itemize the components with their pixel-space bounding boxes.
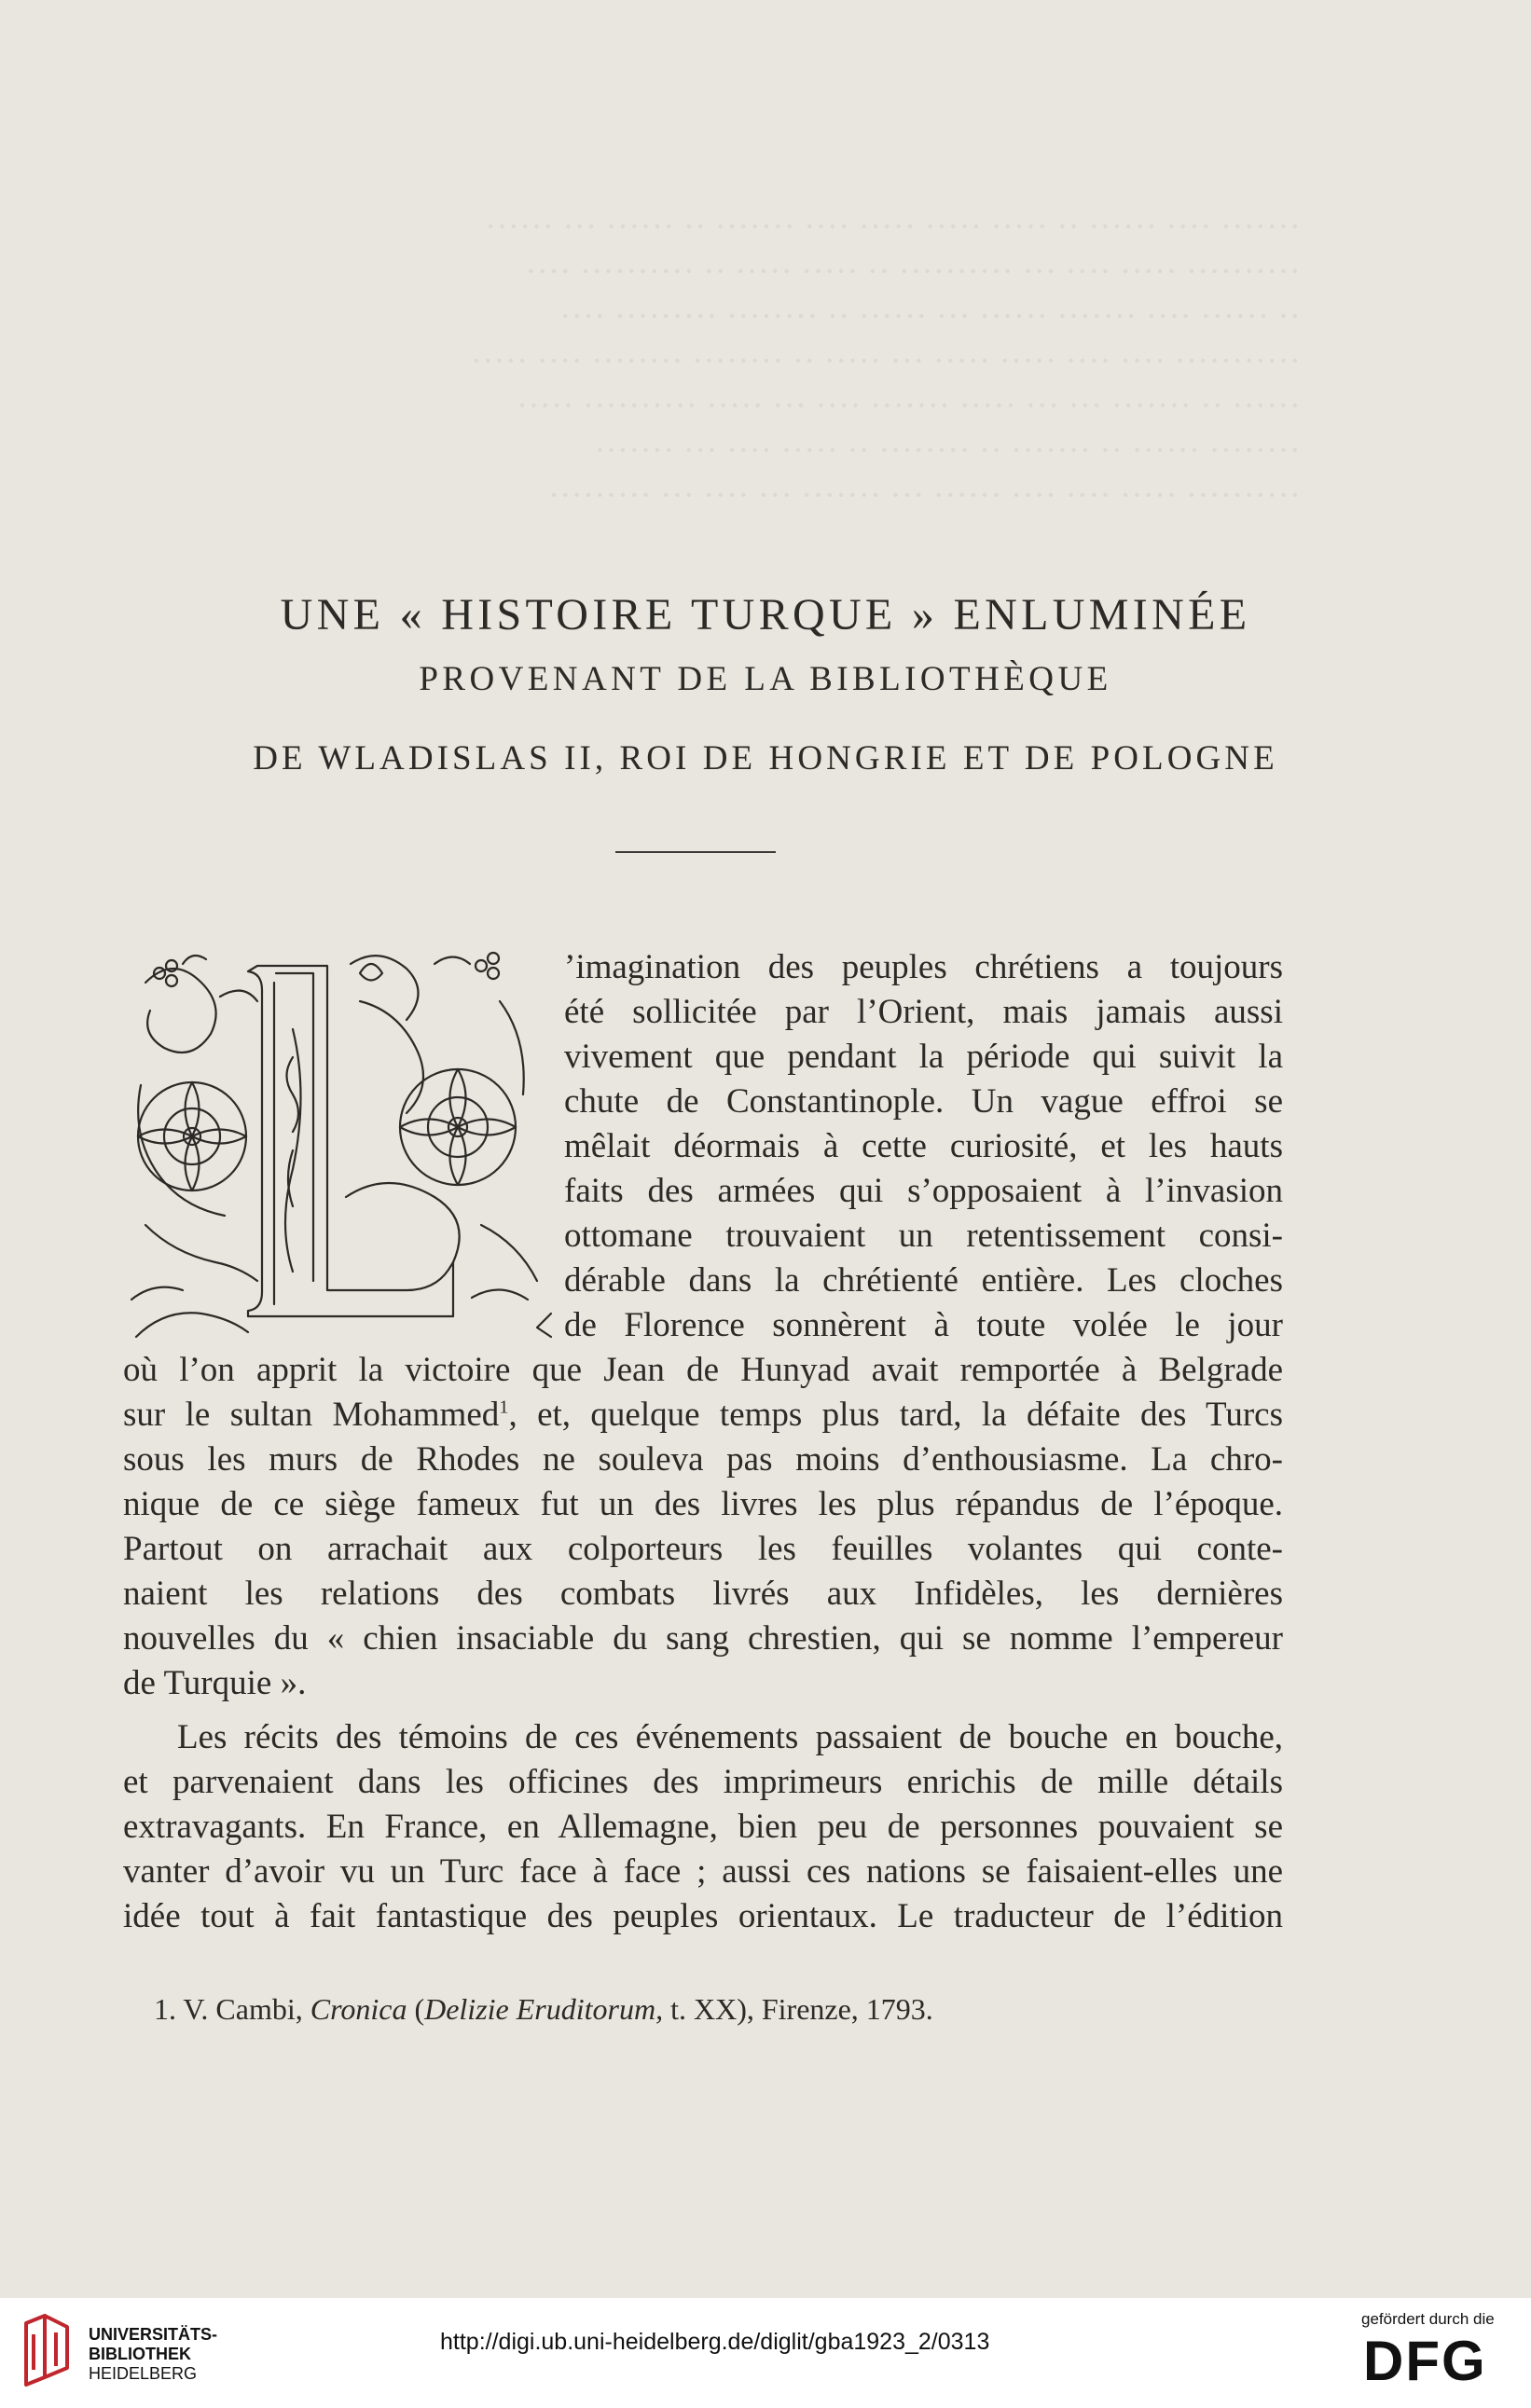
permalink-url[interactable]: http://digi.ub.uni-heidelberg.de/diglit/gba1923_2/0313: [440, 2329, 990, 2355]
dfg-logo[interactable]: DFG: [1363, 2330, 1487, 2392]
text-line: ottomane trouvaient un retentissement consi-: [564, 1217, 1283, 1255]
text-line: dérable dans la chrétienté entière. Les cloches: [564, 1261, 1283, 1300]
text-line: Partout on arrachait aux colporteurs les feuilles volantes qui conte-: [123, 1530, 1283, 1568]
text-line: idée tout à fait fantastique des peuples orientaux. Le traducteur de l’édition: [123, 1897, 1283, 1935]
footnote: 1. V. Cambi, Cronica (Delizie Eruditorum, t. XX), Firenze, 1793.: [154, 1992, 933, 2026]
text-line: vanter d’avoir vu un Turc face à face ; aussi ces nations se faisaient-elles une: [123, 1852, 1283, 1891]
footnote-tail: t. XX), Firenze, 1793.: [670, 1992, 933, 2026]
text-line: vivement que pendant la période qui suivit la: [564, 1038, 1283, 1076]
footnote-number: 1.: [154, 1992, 176, 2026]
text-line: mêlait déormais à cette curiosité, et les hauts: [564, 1127, 1283, 1165]
text-line: nouvelles du « chien insaciable du sang chrestien, qui se nomme l’empereur: [123, 1619, 1283, 1658]
university-library-logo-icon[interactable]: [19, 2312, 84, 2388]
text-line: où l’on apprit la victoire que Jean de Hunyad avait remportée à Belgrade: [123, 1351, 1283, 1389]
decorative-initial-l-ornament: [127, 945, 556, 1348]
library-name[interactable]: [89, 2325, 217, 2384]
article-subtitle-1: PROVENANT DE LA BIBLIOTHÈQUE: [419, 660, 1112, 698]
text-line: nique de ce siège fameux fut un des livres les plus répandus de l’époque.: [123, 1485, 1283, 1523]
footnote-work: Cronica: [310, 1992, 407, 2026]
text-line-with-footnote: [123, 1393, 1283, 1438]
library-name-line: BIBLIOTHEK: [89, 2345, 191, 2363]
text-line: sous les murs de Rhodes ne souleva pas moins d’enthousiasme. La chro-: [123, 1440, 1283, 1479]
text-line: et parvenaient dans les officines des imprimeurs enrichis de mille détails: [123, 1763, 1283, 1801]
text-line: été sollicitée par l’Orient, mais jamais aussi: [564, 993, 1283, 1031]
text-fragment: sur le sultan Mohammed: [123, 1396, 500, 1434]
show-through-text: ······· ···· ······ ·· ····· ····· ····· ···· ······· ·· ······ ··· ······ ·········· ····· ···· ··· ·········· ·· ····· ····· ·· ·········· ···· ·· ······ ···· ······· ······ ··· ······ ·· ········ ········· ···· ··········· ···· ···· ····· ····· ··· ····· ·· ········ ········ ···· ····· ······ ·· ······· ··· ··· ····· ······· ···· ··· ····· ·········· ····· ········ ······ ·· ······· ·· ········ ·· ····· ···· ··· ······· ·········· ····· ···· ···· ······ ··· ······· ··· ···· ··· ·········: [470, 208, 1301, 515]
funded-by-label: gefördert durch die: [1361, 2310, 1495, 2328]
title-divider: [615, 851, 776, 853]
text-line: de Turquie ».: [123, 1664, 307, 1702]
text-line: de Florence sonnèrent à toute volée le jour: [564, 1306, 1283, 1344]
article-subtitle-2: DE WLADISLAS II, ROI DE HONGRIE ET DE POLOGNE: [253, 739, 1278, 777]
footnote-series: Delizie Eruditorum,: [424, 1992, 664, 2026]
text-line: ’imagination des peuples chrétiens a toujours: [564, 948, 1283, 986]
text-line: naient les relations des combats livrés aux Infidèles, les dernières: [123, 1575, 1283, 1613]
text-line: faits des armées qui s’opposaient à l’invasion: [564, 1172, 1283, 1210]
text-line: chute de Constantinople. Un vague effroi se: [564, 1082, 1283, 1121]
footnote-reference: 1: [499, 1397, 509, 1418]
text-line: Les récits des témoins de ces événements passaient de bouche en bouche,: [177, 1718, 1283, 1756]
footnote-author: V. Cambi,: [183, 1992, 303, 2026]
library-name-line: UNIVERSITÄTS-: [89, 2325, 218, 2344]
text-line: extravagants. En France, en Allemagne, bien peu de personnes pouvaient se: [123, 1808, 1283, 1846]
text-fragment: , et, quelque temps plus tard, la défaite des Turcs: [508, 1396, 1283, 1434]
article-title: UNE « HISTOIRE TURQUE » ENLUMINÉE: [280, 590, 1251, 640]
library-name-line: HEIDELBERG: [89, 2364, 198, 2383]
